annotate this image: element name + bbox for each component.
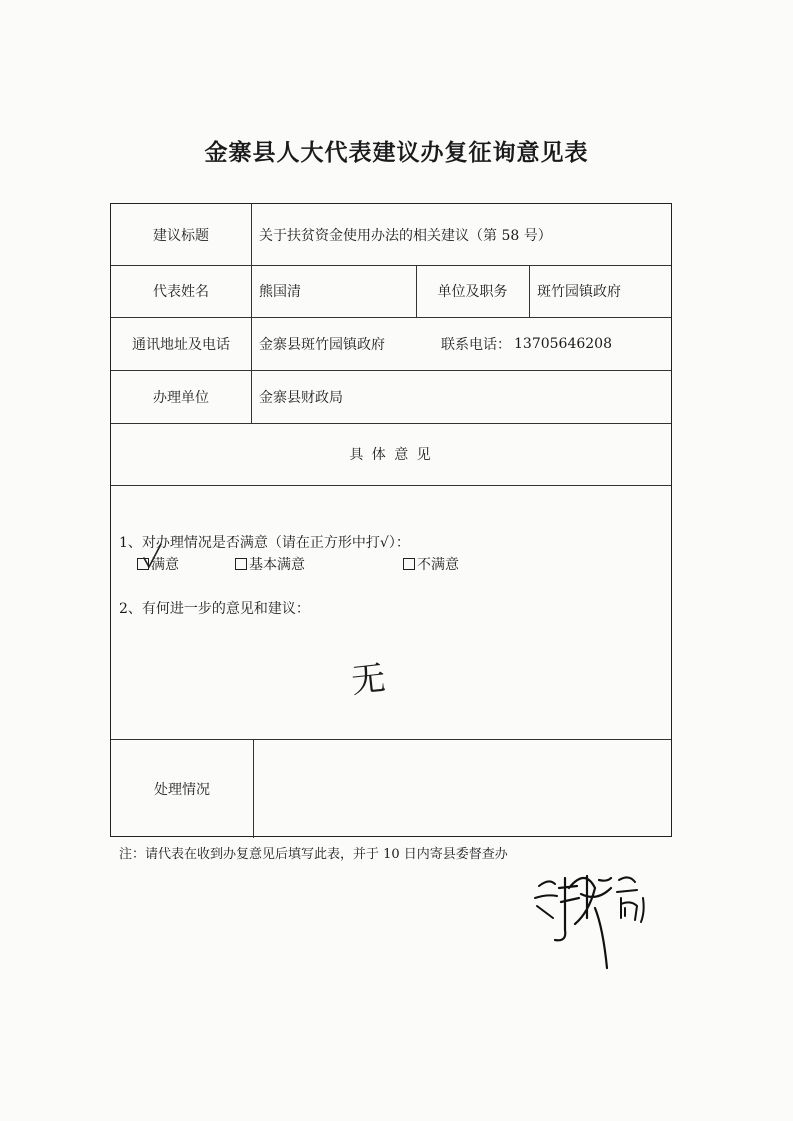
opinion-form-table [110, 203, 672, 837]
form-title: 金寨县人大代表建议办复征询意见表 [204, 140, 589, 166]
address-value: 金寨县斑竹园镇政府 [259, 336, 385, 353]
processing-status-label: 处理情况 [154, 781, 210, 798]
signature-image [525, 858, 655, 978]
unit-position-label: 单位及职务 [437, 284, 508, 300]
row-divider [111, 485, 671, 486]
processing-status-value[interactable] [261, 739, 661, 838]
handling-unit-value: 金寨县财政局 [259, 389, 343, 406]
handling-unit-label: 办理单位 [153, 389, 209, 406]
dissatisfied-checkbox[interactable] [403, 558, 415, 570]
proposal-title-value: 关于扶贫资金使用办法的相关建议（第 58 号） [259, 227, 552, 244]
phone-label: 联系电话： [441, 336, 511, 353]
phone-value: 13705646208 [514, 335, 612, 352]
option-satisfied[interactable]: 满意 [137, 554, 179, 574]
column-divider [529, 265, 530, 317]
address-phone-label: 通讯地址及电话 [132, 336, 230, 353]
handwritten-answer: 无 [349, 658, 388, 702]
option-dissatisfied[interactable]: 不满意 [403, 554, 459, 574]
basically-satisfied-checkbox[interactable] [235, 558, 247, 570]
label-column-divider [253, 739, 254, 838]
satisfaction-question: 1、对办理情况是否满意（请在正方形中打√）： [119, 535, 410, 551]
representative-name-value: 熊国清 [259, 284, 301, 300]
representative-name-label: 代表姓名 [153, 284, 209, 300]
option-basically-satisfied[interactable]: 基本满意 [235, 554, 305, 574]
proposal-title-label: 建议标题 [153, 227, 209, 244]
checkmark-icon [141, 542, 163, 570]
label-column-divider [251, 204, 252, 423]
specific-opinion-header: 具 体 意 见 [349, 447, 433, 463]
unit-position-value: 斑竹园镇政府 [537, 284, 621, 300]
further-suggestion-question: 2、有何进一步的意见和建议： [119, 601, 310, 617]
footnote: 注：请代表在收到办复意见后填写此表，并于 10 日内寄县委督查办 [119, 847, 508, 862]
